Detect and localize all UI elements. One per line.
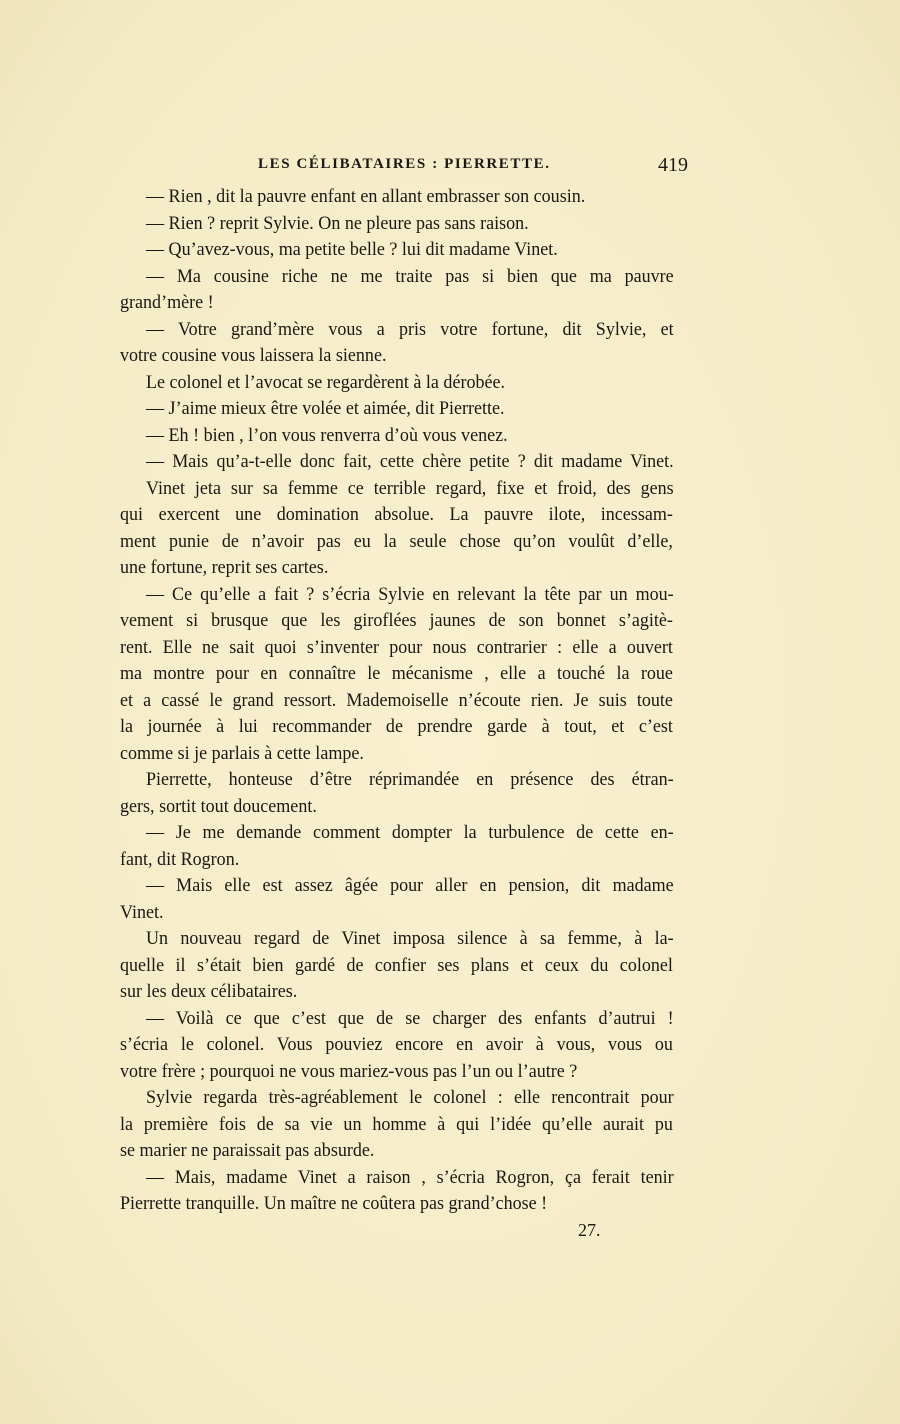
text-line: votre frère ; pourquoi ne vous mariez-vous pas l’un ou l’autre ? — [120, 1060, 578, 1082]
text-line: — Mais elle est assez âgée pour aller en pension, dit madame — [146, 875, 674, 896]
text-line: la première fois de sa vie un homme à qui l’idée qu’elle aurait pu — [120, 1113, 673, 1135]
text-line: s’écria le colonel. Vous pouviez encore en avoir à vous, vous ou — [120, 1034, 673, 1055]
text-line: grand’mère ! — [120, 292, 214, 313]
text-line: Le colonel et l’avocat se regardèrent à la dérobée. — [146, 371, 506, 393]
text-line: une fortune, reprit ses cartes. — [120, 557, 329, 578]
text-line: Un nouveau regard de Vinet imposa silence à sa femme, à la- — [146, 928, 674, 949]
text-line: — J’aime mieux être volée et aimée, dit Pierrette. — [146, 398, 505, 419]
text-line: ment punie de n’avoir pas eu la seule chose qu’on voulût d’elle, — [120, 530, 673, 552]
text-line: Sylvie regarda très-agréablement le colonel : elle rencontrait pour — [146, 1087, 674, 1108]
text-line: Pierrette tranquille. Un maître ne coûtera pas grand’chose ! — [120, 1193, 548, 1214]
text-line: Vinet. — [120, 901, 164, 923]
text-line: — Mais qu’a-t-elle donc fait, cette chère petite ? dit madame Vinet. — [146, 451, 674, 472]
text-line: Vinet jeta sur sa femme ce terrible regard, fixe et froid, des gens — [146, 477, 674, 499]
running-title: LES CÉLIBATAIRES : PIERRETTE. — [258, 156, 551, 172]
text-line: et a cassé le grand ressort. Mademoiselle n’écoute rien. Je suis toute — [120, 689, 673, 711]
text-line: vement si brusque que les giroflées jaunes de son bonnet s’agitè- — [120, 610, 673, 631]
text-line: — Voilà ce que c’est que de se charger des enfants d’autrui ! — [146, 1007, 674, 1029]
text-line: — Votre grand’mère vous a pris votre fortune, dit Sylvie, et — [146, 318, 674, 340]
text-line: la journée à lui recommander de prendre garde à tout, et c’est — [120, 716, 673, 737]
text-line: qui exercent une domination absolue. La pauvre ilote, incessam- — [120, 504, 673, 525]
text-line: fant, dit Rogron. — [120, 848, 240, 870]
text-line: gers, sortit tout doucement. — [120, 795, 317, 817]
text-line: — Ma cousine riche ne me traite pas si bien que ma pauvre — [146, 265, 674, 287]
text-line: quelle il s’était bien gardé de confier ses plans et ceux du colonel — [120, 954, 673, 976]
text-line: — Ce qu’elle a fait ? s’écria Sylvie en relevant la tête par un mou- — [146, 583, 674, 605]
text-line: — Eh ! bien , l’on vous renverra d’où vous venez. — [146, 424, 508, 446]
text-line: se marier ne paraissait pas absurde. — [120, 1140, 375, 1161]
page-number: 419 — [658, 154, 688, 176]
text-line: Pierrette, honteuse d’être réprimandée en présence des étran- — [146, 769, 674, 790]
text-line: — Je me demande comment dompter la turbulence de cette en- — [146, 822, 674, 843]
text-line: — Qu’avez-vous, ma petite belle ? lui dit madame Vinet. — [146, 239, 558, 260]
text-line: rent. Elle ne sait quoi s’inventer pour nous contrarier : elle a ouvert — [120, 636, 673, 658]
text-line: votre cousine vous laissera la sienne. — [120, 345, 387, 366]
page-header — [118, 156, 688, 180]
text-line: — Rien , dit la pauvre enfant en allant embrasser son cousin. — [146, 186, 586, 207]
text-line: sur les deux célibataires. — [120, 981, 298, 1002]
signature-mark: 27. — [578, 1220, 601, 1240]
text-line: — Rien ? reprit Sylvie. On ne pleure pas sans raison. — [146, 212, 529, 234]
text-line: — Mais, madame Vinet a raison , s’écria Rogron, ça ferait tenir — [146, 1166, 674, 1188]
text-line: ma montre pour en connaître le mécanisme , elle a touché la roue — [120, 663, 673, 684]
text-line: comme si je parlais à cette lampe. — [120, 742, 364, 764]
